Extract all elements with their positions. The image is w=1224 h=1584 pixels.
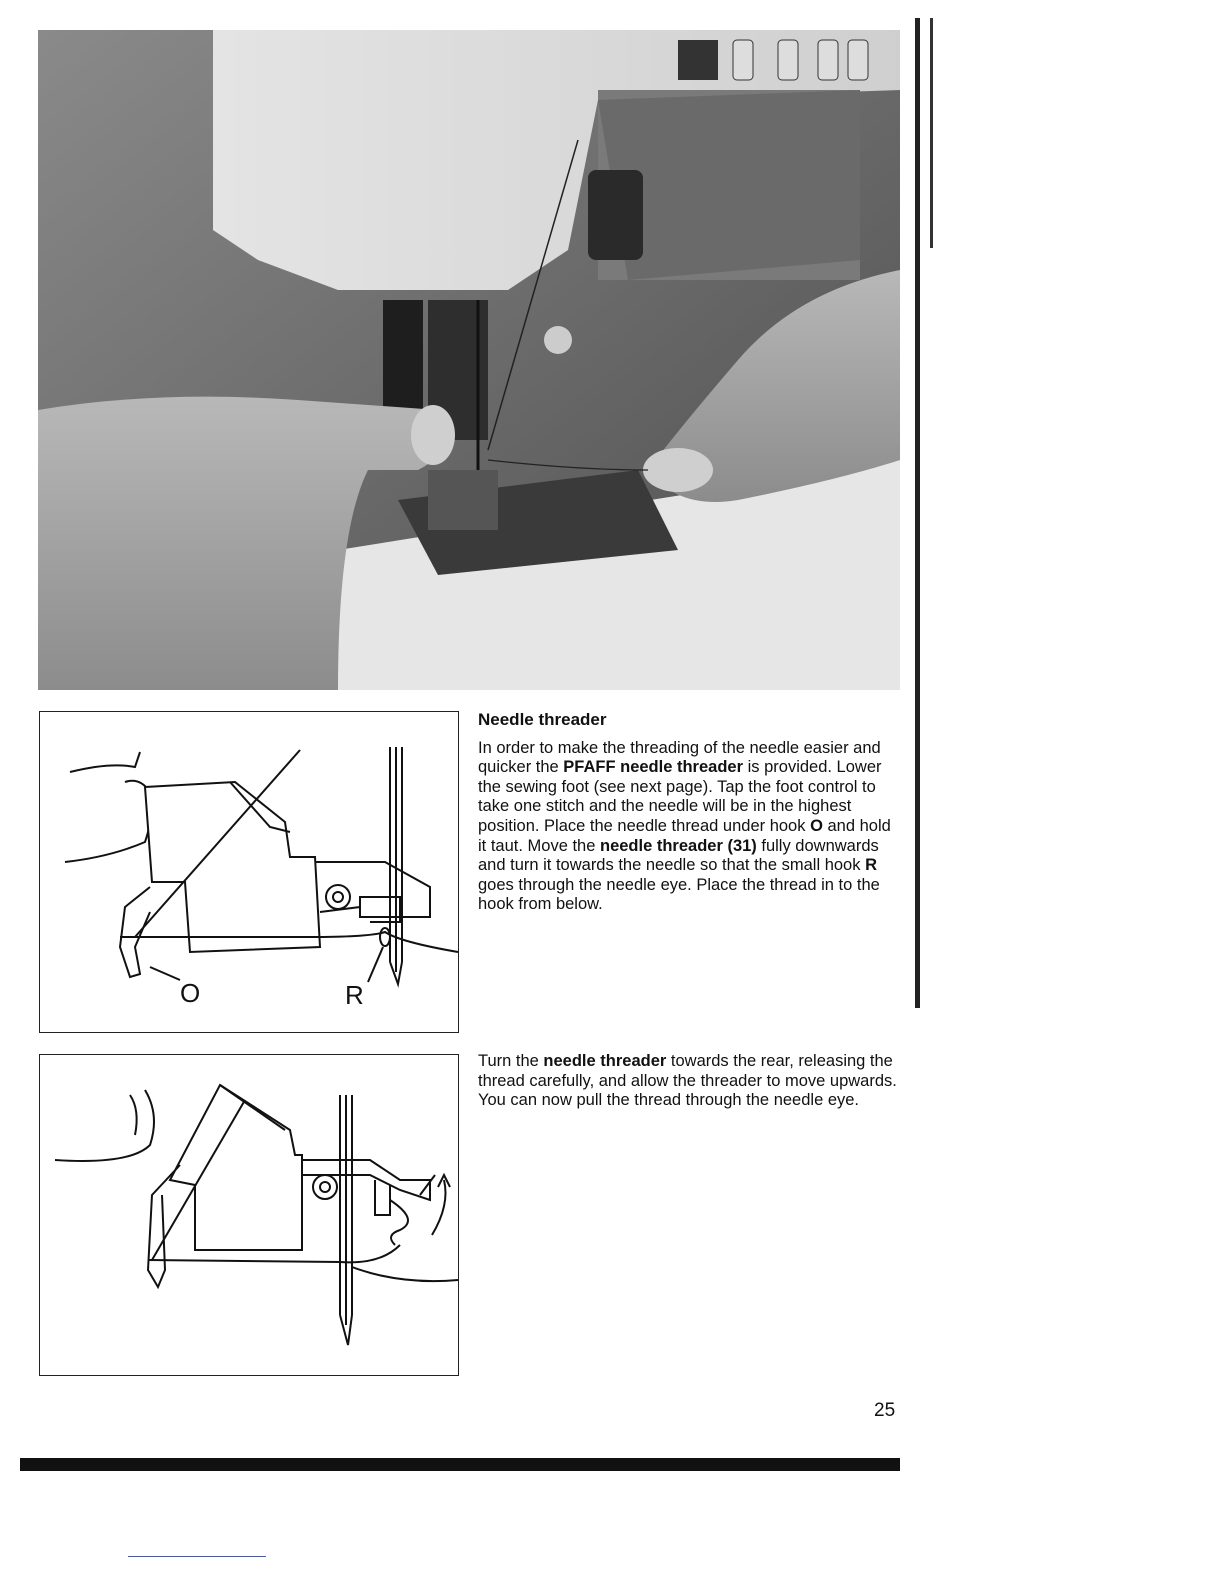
margin-rule-top xyxy=(930,18,933,248)
label-hook-o: O xyxy=(180,978,201,1008)
figure-needle-threader-hook xyxy=(39,711,459,1033)
footer-rule xyxy=(20,1458,900,1471)
page-number: 25 xyxy=(874,1400,896,1421)
figure-threader-release xyxy=(39,1054,459,1376)
label-hook-r: R xyxy=(345,980,364,1010)
needle-threader-section xyxy=(478,710,900,915)
section-heading: Needle threader xyxy=(478,710,607,729)
section-paragraph: Turn the needle threader towards the rear, releasing the thread carefully, and allow the threader to move upwards. You can now pull the thread through the needle eye. xyxy=(478,1052,897,1110)
margin-rule xyxy=(915,18,920,1008)
section-paragraph: In order to make the threading of the needle easier and quicker the PFAFF needle threader is provided. Lower the sewing foot (see next page). Tap the foot control to take one stitch and the needle will be in the highest position. Place the needle thread under hook O and hold it taut. Move the needle threader (31) fully downwards and turn it towards the needle so that the small hook R goes through the needle eye. Place the thread in to the hook from below. xyxy=(478,738,891,914)
threader-release-section xyxy=(478,1052,900,1111)
footer-underline xyxy=(128,1556,266,1557)
sewing-machine-photo xyxy=(38,30,900,690)
